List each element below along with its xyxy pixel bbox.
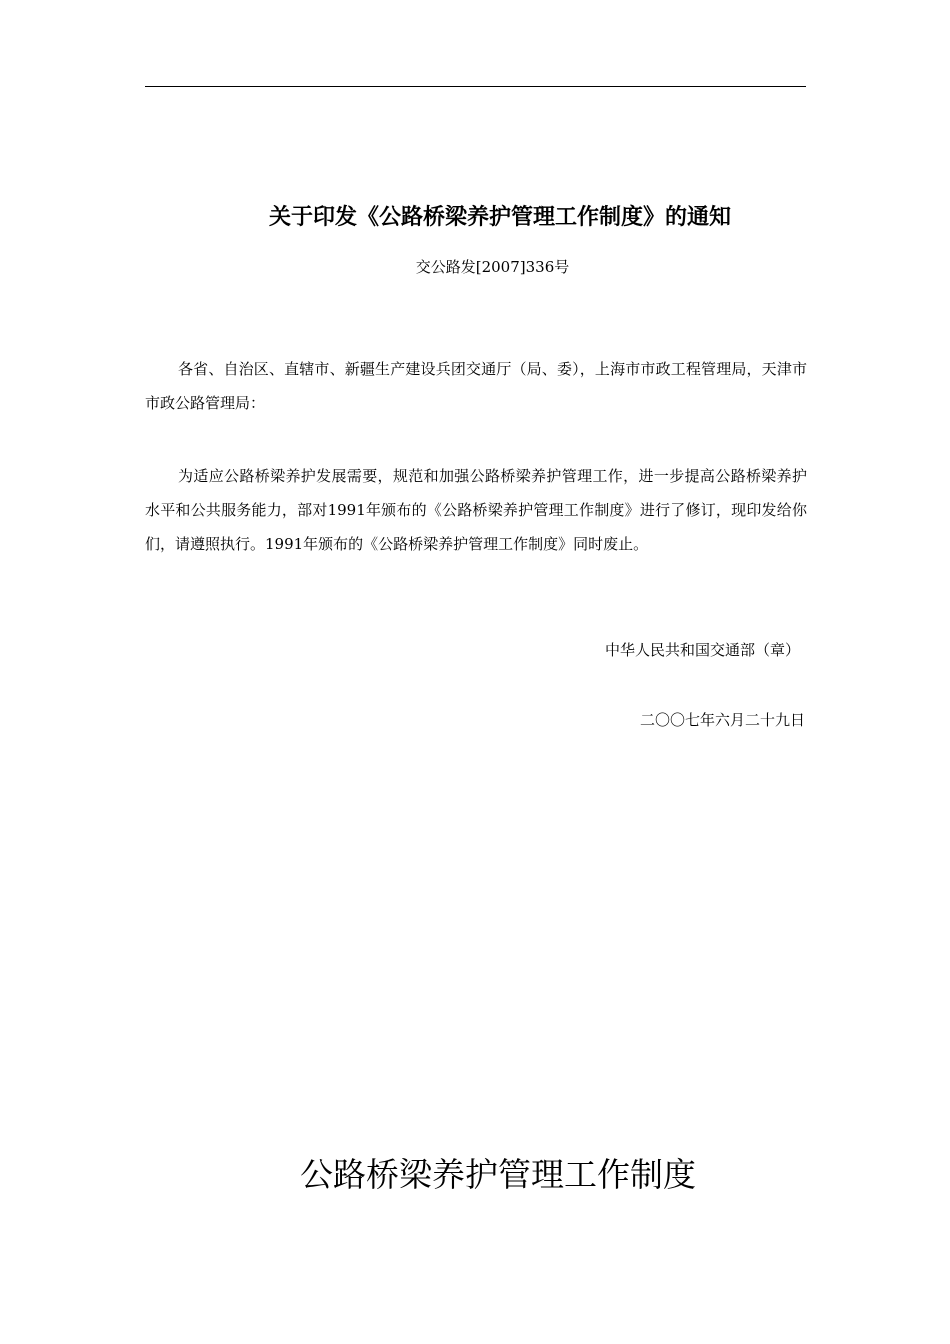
header-rule xyxy=(145,86,806,87)
issuer-signature: 中华人民共和国交通部（章） xyxy=(604,641,800,659)
document-title: 关于印发《公路桥梁养护管理工作制度》的通知 xyxy=(268,205,731,230)
addressee-paragraph: 各省、自治区、直辖市、新疆生产建设兵团交通厅（局、委），上海市市政工程管理局，天津市市政公路管理局： xyxy=(145,360,807,412)
body-paragraph: 为适应公路桥梁养护发展需要，规范和加强公路桥梁养护管理工作，进一步提高公路桥梁养护水平和公共服务能力，部对1991年颁布的《公路桥梁养护管理工作制度》进行了修订，现印发给你们，请遵照执行。1991年颁布的《公路桥梁养护管理工作制度》同时废止。 xyxy=(145,467,807,553)
attachment-title: 公路桥梁养护管理工作制度 xyxy=(300,1155,696,1194)
document-number: 交公路发[2007]336号 xyxy=(415,258,570,276)
issue-date: 二〇〇七年六月二十九日 xyxy=(639,711,805,729)
